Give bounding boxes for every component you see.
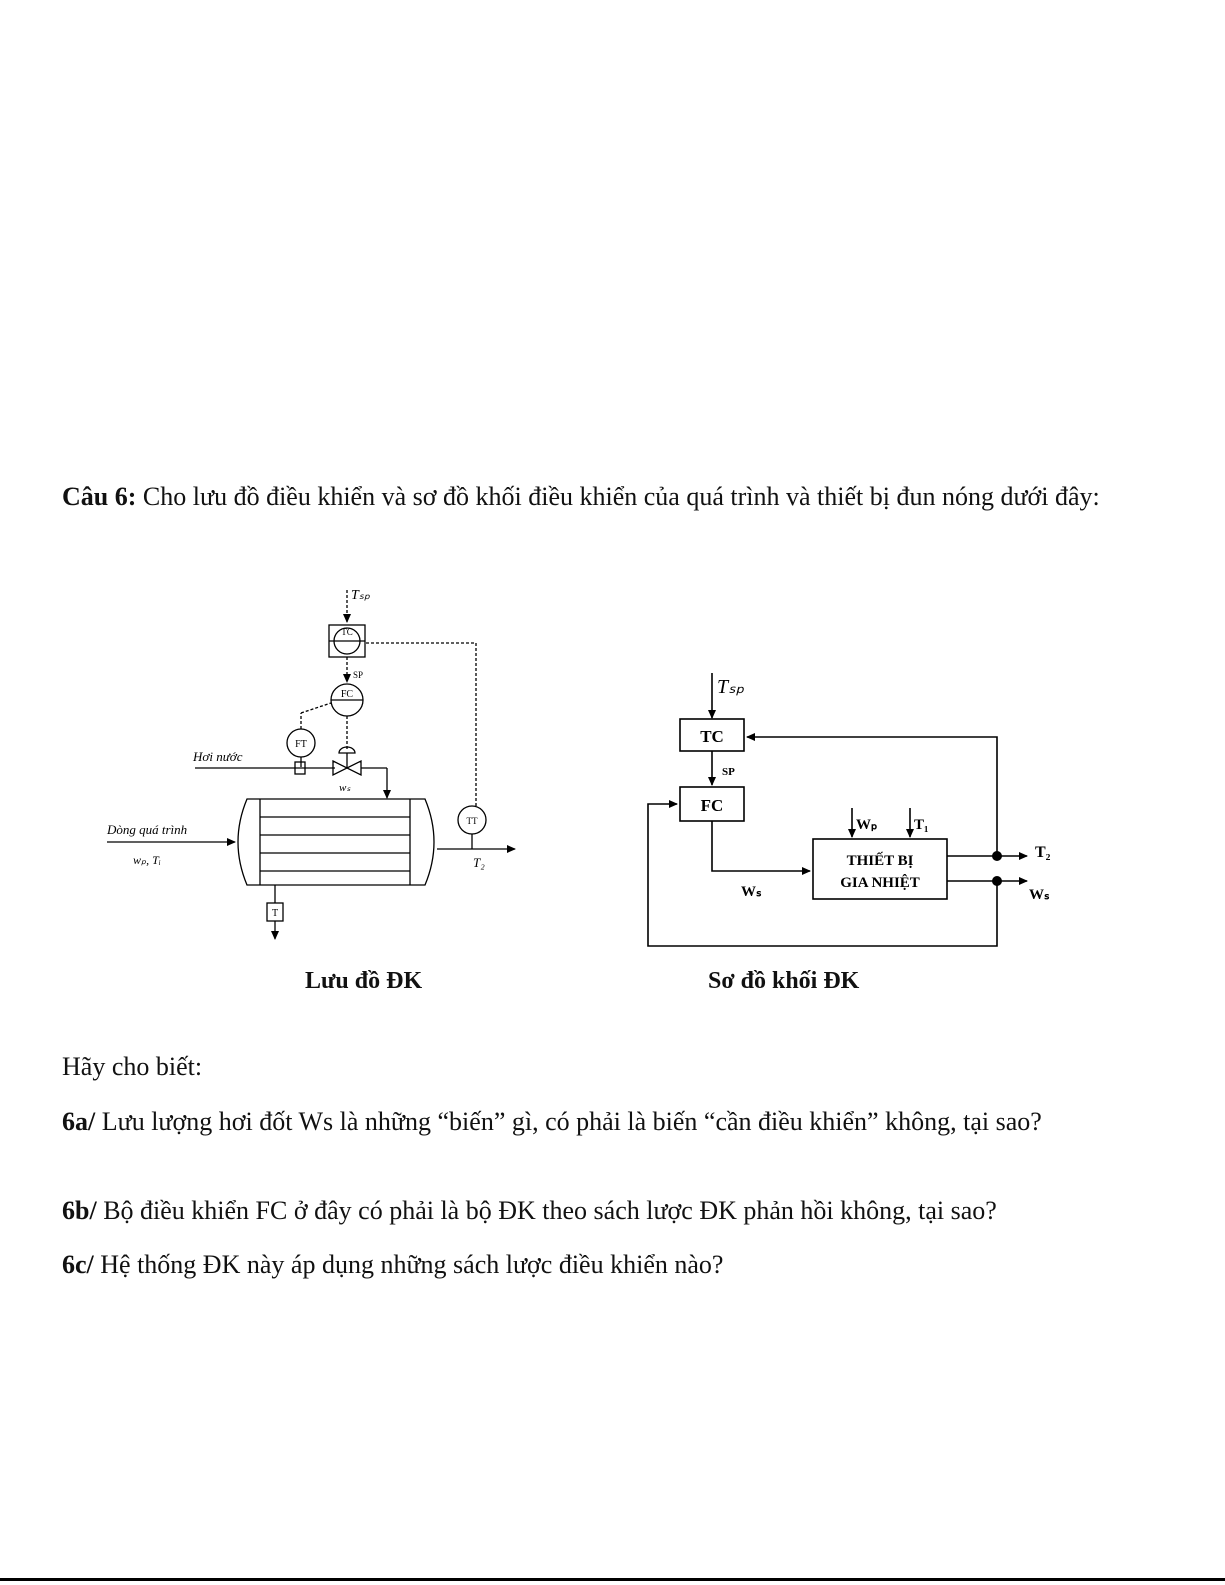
pid-fc-label: FC <box>340 689 354 700</box>
pid-t2-label: T₂ <box>473 855 485 870</box>
bd-ws-in-label: Wₛ <box>741 884 762 900</box>
pid-labels <box>106 588 485 919</box>
pid-tt-label: TT <box>466 816 478 826</box>
bd-t2-feedback <box>747 737 997 856</box>
block-caption: Sơ đồ khối ĐK <box>708 968 860 994</box>
block-diagram-labels <box>700 676 1050 903</box>
prompt-text: Hãy cho biết: <box>62 1052 203 1081</box>
bd-node-ws <box>992 876 1002 886</box>
pid-process-label: Dòng quá trình <box>107 822 188 837</box>
pid-ft-label: FT <box>295 739 307 750</box>
diagrams-svg <box>95 585 1055 1025</box>
pid-tsp-label: Tₛₚ <box>351 588 371 603</box>
item-6a-label: 6a/ <box>62 1107 96 1136</box>
block-diagram-nodes <box>992 851 1002 886</box>
item-6b-label: 6b/ <box>62 1196 97 1225</box>
pid-caption: Lưu đồ ĐK <box>305 968 423 994</box>
pid-inlet-vars: wₚ, Tᵢ <box>133 853 161 867</box>
bd-ws-out-label: Wₛ <box>1029 887 1050 903</box>
pid-ft-fc-line <box>301 703 331 713</box>
pid-diagram <box>107 590 515 939</box>
bd-t2-label: T₂ <box>1035 844 1051 861</box>
bottom-rule <box>0 1578 1225 1581</box>
question-text: Cho lưu đồ điều khiển và sơ đồ khối điều khiển của quá trình và thiết bị đun nóng dưới đây: <box>142 482 1100 511</box>
item-6c-text: Hệ thống ĐK này áp dụng những sách lược điều khiển nào? <box>100 1250 724 1279</box>
pid-trap-label: T <box>271 908 279 919</box>
question-heading <box>62 478 1142 516</box>
bd-tc-label: TC <box>700 727 724 746</box>
item-6c-label: 6c/ <box>62 1250 94 1279</box>
bd-sp-label: SP <box>722 766 735 778</box>
item-6b-text: Bộ điều khiển FC ở đây có phải là bộ ĐK theo sách lược ĐK phản hồi không, tại sao? <box>103 1196 997 1225</box>
bd-ws-arrow <box>712 821 810 871</box>
bd-heater-line2: GIA NHIỆT <box>840 875 920 891</box>
pid-tc-label: TC <box>341 627 353 637</box>
bd-heater-line1: THIẾT BỊ <box>846 853 914 869</box>
bd-tsp-label: Tₛₚ <box>717 676 745 698</box>
item-6a <box>62 1103 1152 1141</box>
pid-ws-label: wₛ <box>339 782 351 794</box>
figure <box>95 585 1055 1025</box>
pid-exchanger-shell <box>238 799 434 885</box>
bd-ws-feedback <box>648 804 997 946</box>
bd-fc-label: FC <box>700 796 724 815</box>
pid-steam-label: Hơi nước <box>193 749 243 764</box>
bd-t1-label: T₁ <box>914 817 929 833</box>
bd-wp-label: Wₚ <box>856 817 878 833</box>
question-label: Câu 6: <box>62 482 137 511</box>
bd-node-t2 <box>992 851 1002 861</box>
item-6b <box>62 1192 1152 1230</box>
item-6a-text: Lưu lượng hơi đốt Ws là những “biến” gì, có phải là biến “cần điều khiển” không, tại sao? <box>101 1107 1042 1136</box>
pid-sp-label: SP <box>353 670 364 680</box>
item-6c <box>62 1246 1152 1284</box>
